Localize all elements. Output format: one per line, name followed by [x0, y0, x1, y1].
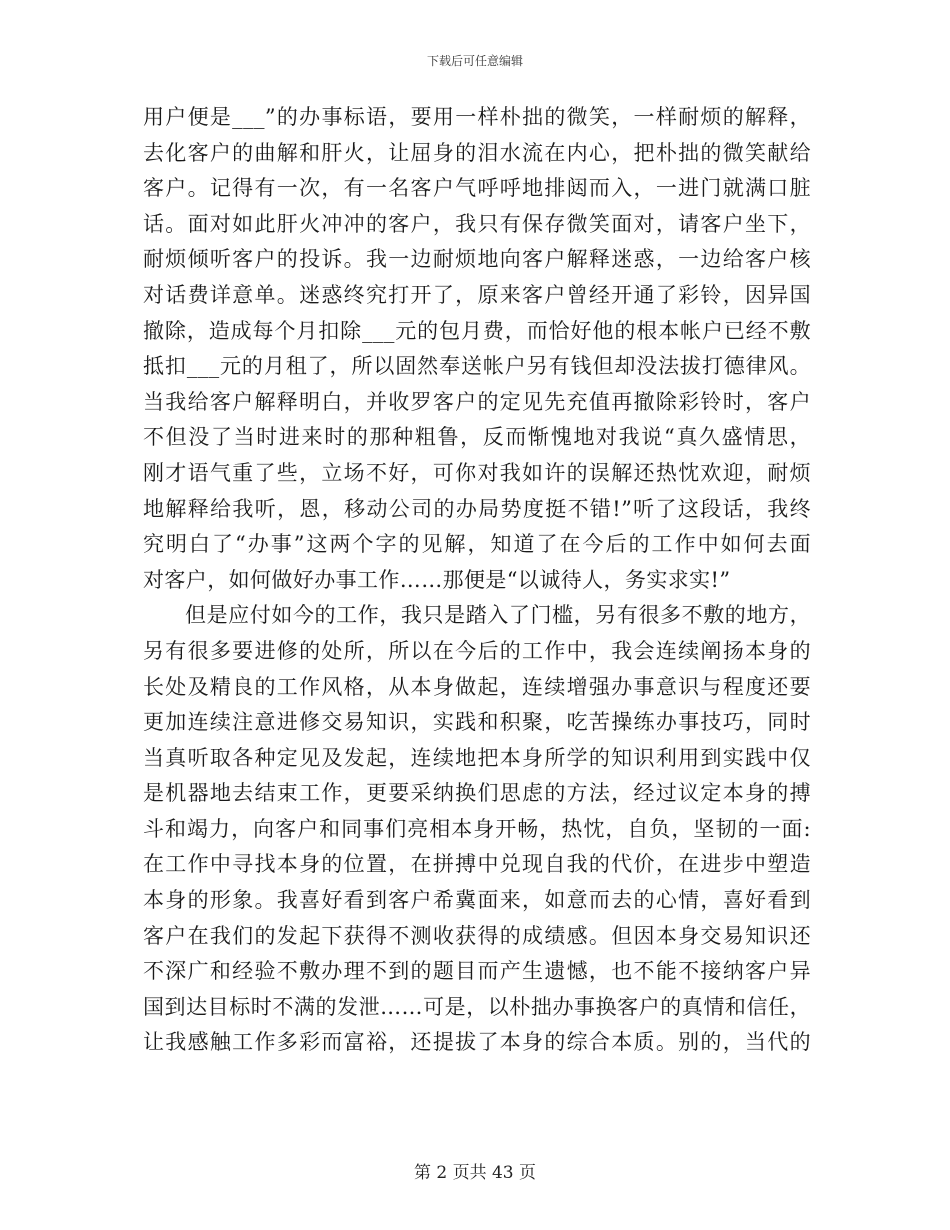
document-body — [143, 100, 811, 1061]
paragraph-1-line: 客户。记得有一次，有一名客户气呼呼地排闼而入，一进门就满口脏 — [143, 176, 811, 201]
paragraph-2-line: 不深广和经验不敷办理不到的题目而产生遗憾，也不能不接纳客户异 — [143, 959, 811, 984]
paragraph-2-line: 是机器地去结束工作，更要采纳换们思虑的方法，经过议定本身的搏 — [143, 781, 811, 806]
paragraph-1-line: 去化客户的曲解和肝火，让屈身的泪水流在内心，把朴拙的微笑献给 — [143, 140, 811, 165]
paragraph-2-line: 另有很多要进修的处所，所以在今后的工作中，我会连续阐扬本身的 — [143, 638, 811, 663]
paragraph-1-line: 对客户，如何做好办事工作……那便是“以诚待人，务实求实!” — [143, 567, 731, 592]
paragraph-1-line: 刚才语气重了些，立场不好，可你对我如许的误解还热忱欢迎，耐烦 — [143, 460, 811, 485]
paragraph-1-line: 用户便是___”的办事标语，要用一样朴拙的微笑，一样耐烦的解释， — [143, 105, 811, 129]
paragraph-1-line: 地解释给我听，恩，移动公司的办局势度挺不错!”听了这段话，我终 — [143, 496, 811, 521]
paragraph-2-line: 长处及精良的工作风格，从本身做起，连续增强办事意识与程度还要 — [143, 674, 811, 699]
page-number-footer: 第 2 页共 43 页 — [413, 1163, 537, 1183]
page-header: 下载后可任意编辑 — [426, 54, 523, 68]
paragraph-1-line: 当我给客户解释明白，并收罗客户的定见先充值再撤除彩铃时，客户 — [143, 389, 811, 414]
paragraph-1-line: 不但没了当时进来时的那种粗鲁，反而惭愧地对我说“真久盛情思， — [143, 425, 811, 450]
paragraph-2-line: 让我感触工作多彩而富裕，还提拔了本身的综合本质。别的，当代的 — [143, 1030, 811, 1055]
paragraph-1-line: 抵扣___元的月租了，所以固然奉送帐户另有钱但却没法拔打德律风。 — [143, 354, 811, 379]
paragraph-2-line: 客户在我们的发起下获得不测收获得的成绩感。但因本身交易知识还 — [143, 923, 811, 948]
paragraph-1-line: 耐烦倾听客户的投诉。我一边耐烦地向客户解释迷惑，一边给客户核 — [143, 247, 811, 272]
paragraph-1-line: 话。面对如此肝火冲冲的客户，我只有保存微笑面对，请客户坐下， — [143, 211, 811, 236]
paragraph-2-line: 在工作中寻找本身的位置，在拼搏中兑现自我的代价，在进步中塑造 — [143, 852, 811, 877]
paragraph-2-line: 更加连续注意进修交易知识，实践和积聚，吃苦操练办事技巧，同时 — [143, 710, 811, 735]
paragraph-2-line: 但是应付如今的工作，我只是踏入了门槛，另有很多不敷的地方， — [185, 603, 811, 628]
paragraph-2-line: 国到达目标时不满的发泄……可是，以朴拙办事换客户的真情和信任， — [143, 994, 811, 1019]
paragraph-2-line: 本身的形象。我喜好看到客户希冀面来，如意而去的心情，喜好看到 — [143, 888, 811, 913]
paragraph-1-line: 对话费详意单。迷惑终究打开了，原来客户曾经开通了彩铃，因异国 — [143, 282, 811, 307]
paragraph-1-line: 撤除，造成每个月扣除___元的包月费，而恰好他的根本帐户已经不敷 — [143, 318, 811, 343]
paragraph-2-line: 当真听取各种定见及发起，连续地把本身所学的知识利用到实践中仅 — [143, 745, 811, 770]
paragraph-2-line: 斗和竭力，向客户和同事们亮相本身开畅，热忱，自负，坚韧的一面: — [143, 816, 811, 841]
paragraph-1-line: 究明白了“办事”这两个字的见解，知道了在今后的工作中如何去面 — [143, 532, 811, 557]
